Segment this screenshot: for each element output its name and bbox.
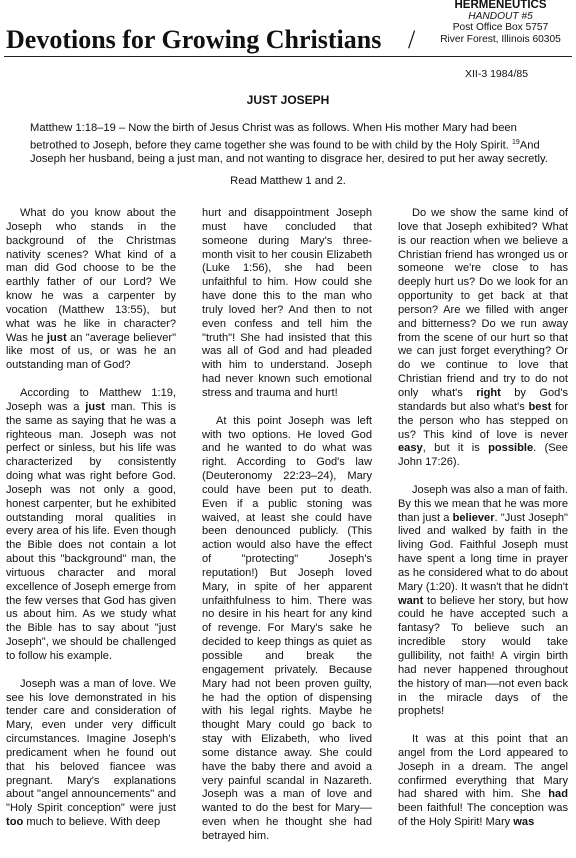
paragraph: Joseph was a man of love. We see his love demonstrated in his tender care and consideration of Mary, even under very difficult circumstances. Imagine Joseph's predicament when he found out that his beloved fiancee was pregnant. Mary's explanations about "angel announcements" and "Holy Spirit conception" were just too much to believe. With deep	[6, 677, 176, 829]
paragraph: At this point Joseph was left with two options. He loved God and he wanted to do what was right. According to God's law (Deuteronomy 22:23–24), Mary could have been put to death. Even if a public stoning was waived, at least she could have been denounced publicly. (This action would also have the effect of "protecting" Joseph's reputation!) But Joseph loved Mary, in spite of her apparent unfaithfulness to him. There was no desire in his heart for any kind of revenge. For Mary's sake he decided to keep things as quiet as possible and break the engagement privately. Because Mary had not been proven guilty, he had the option of dispensing with his legal rights. Maybe he thought Mary could go back to stay with Elizabeth, who lived some distance away. She could have the baby there and avoid a very painful scandal in Nazareth. Joseph was a man of love and wanted to do the best for Mary––even when he thought she had betrayed him.	[202, 414, 372, 842]
org-name: HERMENEUTICS	[454, 0, 547, 11]
text-column-1	[6, 207, 176, 844]
series-title: Devotions for Growing Christians	[6, 25, 382, 54]
paragraph: Joseph was also a man of faith. By this we mean that he was more than just a believer. "Just Joseph" lived and walked by faith in the living God. Faithful Joseph must have spent a long time in prayer as he considered what to do about Mary (1:20). It wasn't that he didn't want to believe her story, but how could he have accepted such a fantasy? To believe such an incredible story would take gullibility, not faith! A virgin birth had never happened throughout the history of man––not even back in the miracle days of the prophets!	[398, 483, 568, 718]
paragraph: hurt and disappointment Joseph must have concluded that someone during Mary's three-month visit to her cousin Elizabeth (Luke 1:56), she had been unfaithful to him. How could she have done this to the man who truly loved her? And then to not even confess and tell him the "truth"! She had insisted that this was all of God and had pleaded with him to understand. Joseph had never known such emotional stress and trauma and hurt!	[202, 207, 372, 399]
paragraph: According to Matthew 1:19, Joseph was a just man. This is the same as saying that he was a righteous man. Joseph was not perfect or sinless, but his life was characterized by consistently doing what was right before God. Joseph was not only a good, honest carpenter, but he exhibited outstanding moral qualities in every area of his life. Even though the Bible does not contain a lot about this "background" man, the virtuous character and moral excellence of Joseph emerge from the few verses that God has given us about him. As we study what the Bible has to say about "just Joseph", we should be challenged to follow his example.	[6, 386, 176, 662]
article-title: JUST JOSEPH	[246, 93, 330, 107]
paragraph: It was at this point that an angel from the Lord appeared to Joseph in a dream. The angel confirmed everything that Mary had shared with him. She had been faithful! The conception was of the Holy Spirit! Mary was	[398, 733, 568, 829]
text-column-2	[202, 207, 372, 858]
date-code: XII-3 1984/85	[465, 68, 529, 80]
letterhead-address	[428, 0, 573, 45]
address-line-1: Post Office Box 5757	[452, 22, 549, 34]
header-rule	[4, 56, 572, 57]
handout-number: HANDOUT #5	[468, 11, 533, 23]
verse-number: 19	[511, 138, 520, 146]
paragraph: Do we show the same kind of love that Joseph exhibited? What is our reaction when we believe a Christian friend has wronged us or someone we're close to has deeply hurt us? Do we look for an opportunity to get back at that person? Are we filled with anger and bitterness? Do we run away from the scene of our hurt so that we can just forget everything? Or do we continue to love that Christian friend and try to do not only what's right by God's standards but also what's best for the person who has stepped on us? This kind of love is never easy, but it is possible. (See John 17:26).	[398, 207, 569, 469]
reading-assignment: Read Matthew 1 and 2.	[230, 175, 346, 187]
scripture-text-2: And Joseph her husband, being a just man, and not wanting to disgrace her, desired to put her away secretly.	[30, 139, 548, 165]
scripture-passage	[30, 122, 550, 167]
address-line-2: River Forest, Illinois 60305	[440, 33, 561, 45]
scripture-text-1: Matthew 1:18–19 – Now the birth of Jesus Christ was as follows. When His mother Mary had been betrothed to Joseph, before they came together she was found to be with child by the Holy Spirit.	[30, 122, 517, 152]
paragraph: What do you know about the Joseph who stands in the background of the Christmas nativity scenes? What kind of a man did God choose to be the earthly father of our Lord? We know he was a carpenter by vocation (Matthew 13:55), but what was he like in character? Was he just an "average believer" like most of us, or was he an outstanding man of God?	[6, 207, 177, 372]
text-column-3	[398, 207, 568, 844]
title-slash: /	[408, 25, 416, 54]
